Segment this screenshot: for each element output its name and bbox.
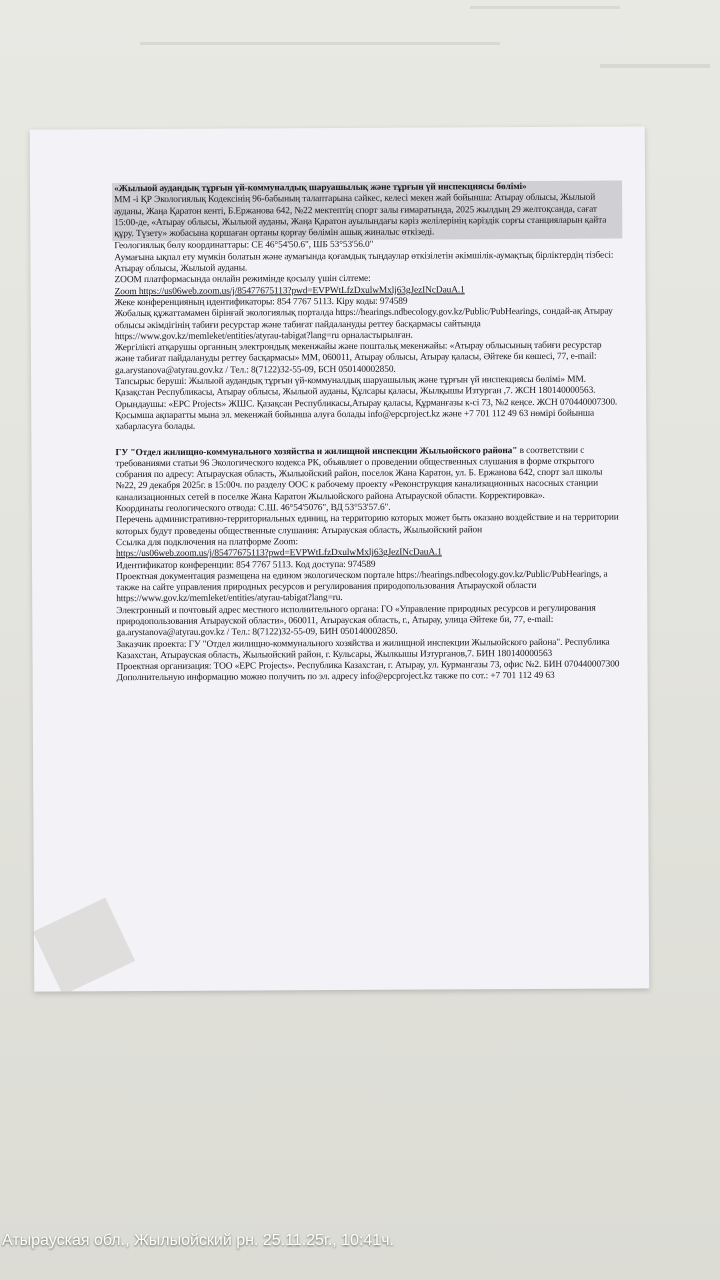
ru-executor: Проектная организация: ТОО «EPC Projects». Республика Казахстан, г. Атырау, ул. Курмангазы 73, офис №2. БИН 070440007300 bbox=[116, 659, 620, 673]
ru-extra: Дополнительную информацию можно получить по эл. адресу info@epcproject.kz также по сот.: +7 701 112 49 63 bbox=[116, 671, 555, 684]
kz-customer: Тапсырыс беруші: Жылыой аудандық тұрғын үй-коммуналдық шаруашылық және тұрғын үй инспекциясы бөлімі» ММ. Қазақстан Республикасы, Атырау облысы, Жылыой ауданы, Құлсары қаласы, Жылқышы Изтурган ,7. ЖСН 180140000563. bbox=[115, 374, 596, 399]
ru-conf-id: Идентификатор конференции: 854 7767 5113. Код доступа: 974589 bbox=[116, 559, 376, 571]
paper-notice bbox=[30, 126, 650, 991]
wall-crack bbox=[140, 42, 500, 45]
ru-zoom-label: Ссылка для подключения на платформе Zoom: bbox=[115, 537, 298, 549]
ru-docs: Проектная документация размещена на едином экологическом портале https://hearings.ndbecology.gov.kz/Public/PubHearings, а также на сайте управления природных ресурсов и регулирования природопользования Атырауской области https://www.gov.kz/memleket/entities/atyrau-tabigat?lang=ru. bbox=[116, 569, 608, 605]
ru-intro-rest: в соответствии с требованиями статьи 96 Экологического кодекса РК, объявляет о проведении общественных слушания в форме открытого собрания по адресу: Атырауская область, Жылыойский район, поселок Жана Каратон, ул. Б. Ержанова 642, спорт зал школы №22, 29 декабря 2025г. в 15:00ч. по разделу ООС к рабочему проекту «Реконструкция канализационных насосных станции канализационных сетей в поселке Жана Каратон Жылыойского района Атырауской области. Корректировка». bbox=[115, 445, 603, 503]
ru-customer: Заказчик проекта: ГУ "Отдел жилищно-коммунального хозяйства и жилищной инспекции Жылыойского района". Республика Казахстан, Атырауская область, Жылыойский район, г. Кульсары, Жылкышы Изтурганов,7. БИН 180140000563 bbox=[116, 637, 610, 662]
ru-coords: Координаты геологического отвода: С.Ш. 46°54'5076", ВД 53°53'57.6". bbox=[115, 502, 391, 515]
wall-crack bbox=[470, 6, 620, 9]
notice-text bbox=[114, 181, 625, 685]
kz-extra: Қосымша ақпаратты мына эл. мекенжай бойынша алуға болады info@epcproject.kz және +7 701 112 49 63 нөмірі бойынша хабарласуға болады. bbox=[115, 408, 595, 433]
kz-coords: Геологиялық бөлу координаттары: СЕ 46°54'50.6", ШБ 53°53'56.0" bbox=[114, 240, 374, 252]
kz-address: Жергілікті атқарушы органның электрондық мекенжайы және поштальқ мекенжайы: «Атырау облысының табиғи ресурстар және табиғат пайдалануды реттеу басқармасы» ММ, 060011, Атырау облысы, Атырау қаласы, Әйтеке би көшесі, 77, e-mail: ga.arystanova@atyrau.gov.kz / Тел.: 8(7122)32-55-09, БСН 050140002850. bbox=[114, 340, 602, 376]
kz-conf-id: Жеке конференцияның идентификаторы: 854 7767 5113. Кіру коды: 974589 bbox=[114, 296, 408, 309]
kz-title: «Жылыой аудандық тұрғын үй-коммуналдық шаруашылық және тұрғын үй инспекциясы бөлімі» bbox=[114, 182, 527, 195]
ru-intro bbox=[115, 445, 623, 504]
wall-crack bbox=[600, 64, 710, 68]
kz-zoom-label: ZOOM платформасында онлайн режимінде қосылу үшін сілтеме: bbox=[114, 274, 371, 286]
ru-zoom-link[interactable]: https://us06web.zoom.us/j/85477675113?pwd=EVPWtLfzDxulwMxlj63gJezINcDauA.1 bbox=[115, 547, 442, 560]
kz-intro: ММ -і ҚР Экологиялық Кодексінің 96-бабының талаптарына сәйкес, келесі мекен жай бойынша: Атырау облысы, Жылыой ауданы, Жаңа Қаратон кенті, Б.Ержанова 642, №22 мектептің спорт залы ғимаратында, 2025 жылдың 29 желтоқсанда, сағат 15:00-де, «Атырау облысы, Жылыой ауданы, Жаңа Қаратон ауылындағы кәріз желілерінің кәріздік сорғы станцияларын қайта құру. Түзету» жобасына қоршаған ортаны қорғау бөлімін ашық жиналыс өткізеді. bbox=[114, 192, 607, 240]
ru-territory: Перечень административно-территориальных единиц, на территорию которых может быть оказано воздействие и на территории которых будут проведены общественные слушания: Атырауская область, Жылыойский район bbox=[115, 512, 619, 537]
ru-title: ГУ "Отдел жилищно-коммунального хозяйства и жилищной инспекции Жылыойского района" bbox=[115, 445, 518, 458]
kz-docs: Жобалық құжаттамамен бірінғай экологиялық порталда https://hearings.ndbecology.gov.kz/Public/PubHearings, сондай-ақ Атырау облысы әкімдігінің табиғи ресурстар және табиғат пайдалануды реттеу басқармасы сайтында https://www.gov.kz/memleket/entities/atyrau-tabigat?lang=ru орналастырылған. bbox=[114, 306, 613, 343]
photo-caption: Атырауская обл., Жылыойский рн. 25.11.25г., 10:41ч. bbox=[2, 1232, 394, 1249]
ru-address: Электронный и почтовый адрес местного исполнительного органа: ГО «Управление природных ресурсов и регулирования природопользования Атырауской области», 060011, Атырауская область, г., Атырау, улица Әйтеке би, 77, e-mail: ga.arystanova@atyrau.gov.kz / Тел.: 8(7122)32-55-09, БИН 050140002850. bbox=[116, 603, 596, 639]
tape-piece bbox=[33, 898, 135, 992]
kz-highlight-block bbox=[112, 181, 622, 242]
kz-territory: Аумағына ықпал ету мүмкін болатын және аумағында қоғамдық тыңдаулар өткізілетін әкімшілік-аумақтық бірліктердің тізбесі: Атырау облысы, Жылыой ауданы. bbox=[114, 250, 614, 275]
kz-zoom-link[interactable]: Zoom https://us06web.zoom.us/j/85477675113?pwd=EVPWtLfzDxulwMxlj63gJezINcDauA.1 bbox=[114, 285, 465, 297]
kz-executor: Орындаушы: «EPC Projects» ЖШС. Қазақсан Республикасы,Атырау қаласы, Құрманғазы к-сі 73, №2 кеңсе. ЖСН 070440007300. bbox=[115, 397, 618, 410]
